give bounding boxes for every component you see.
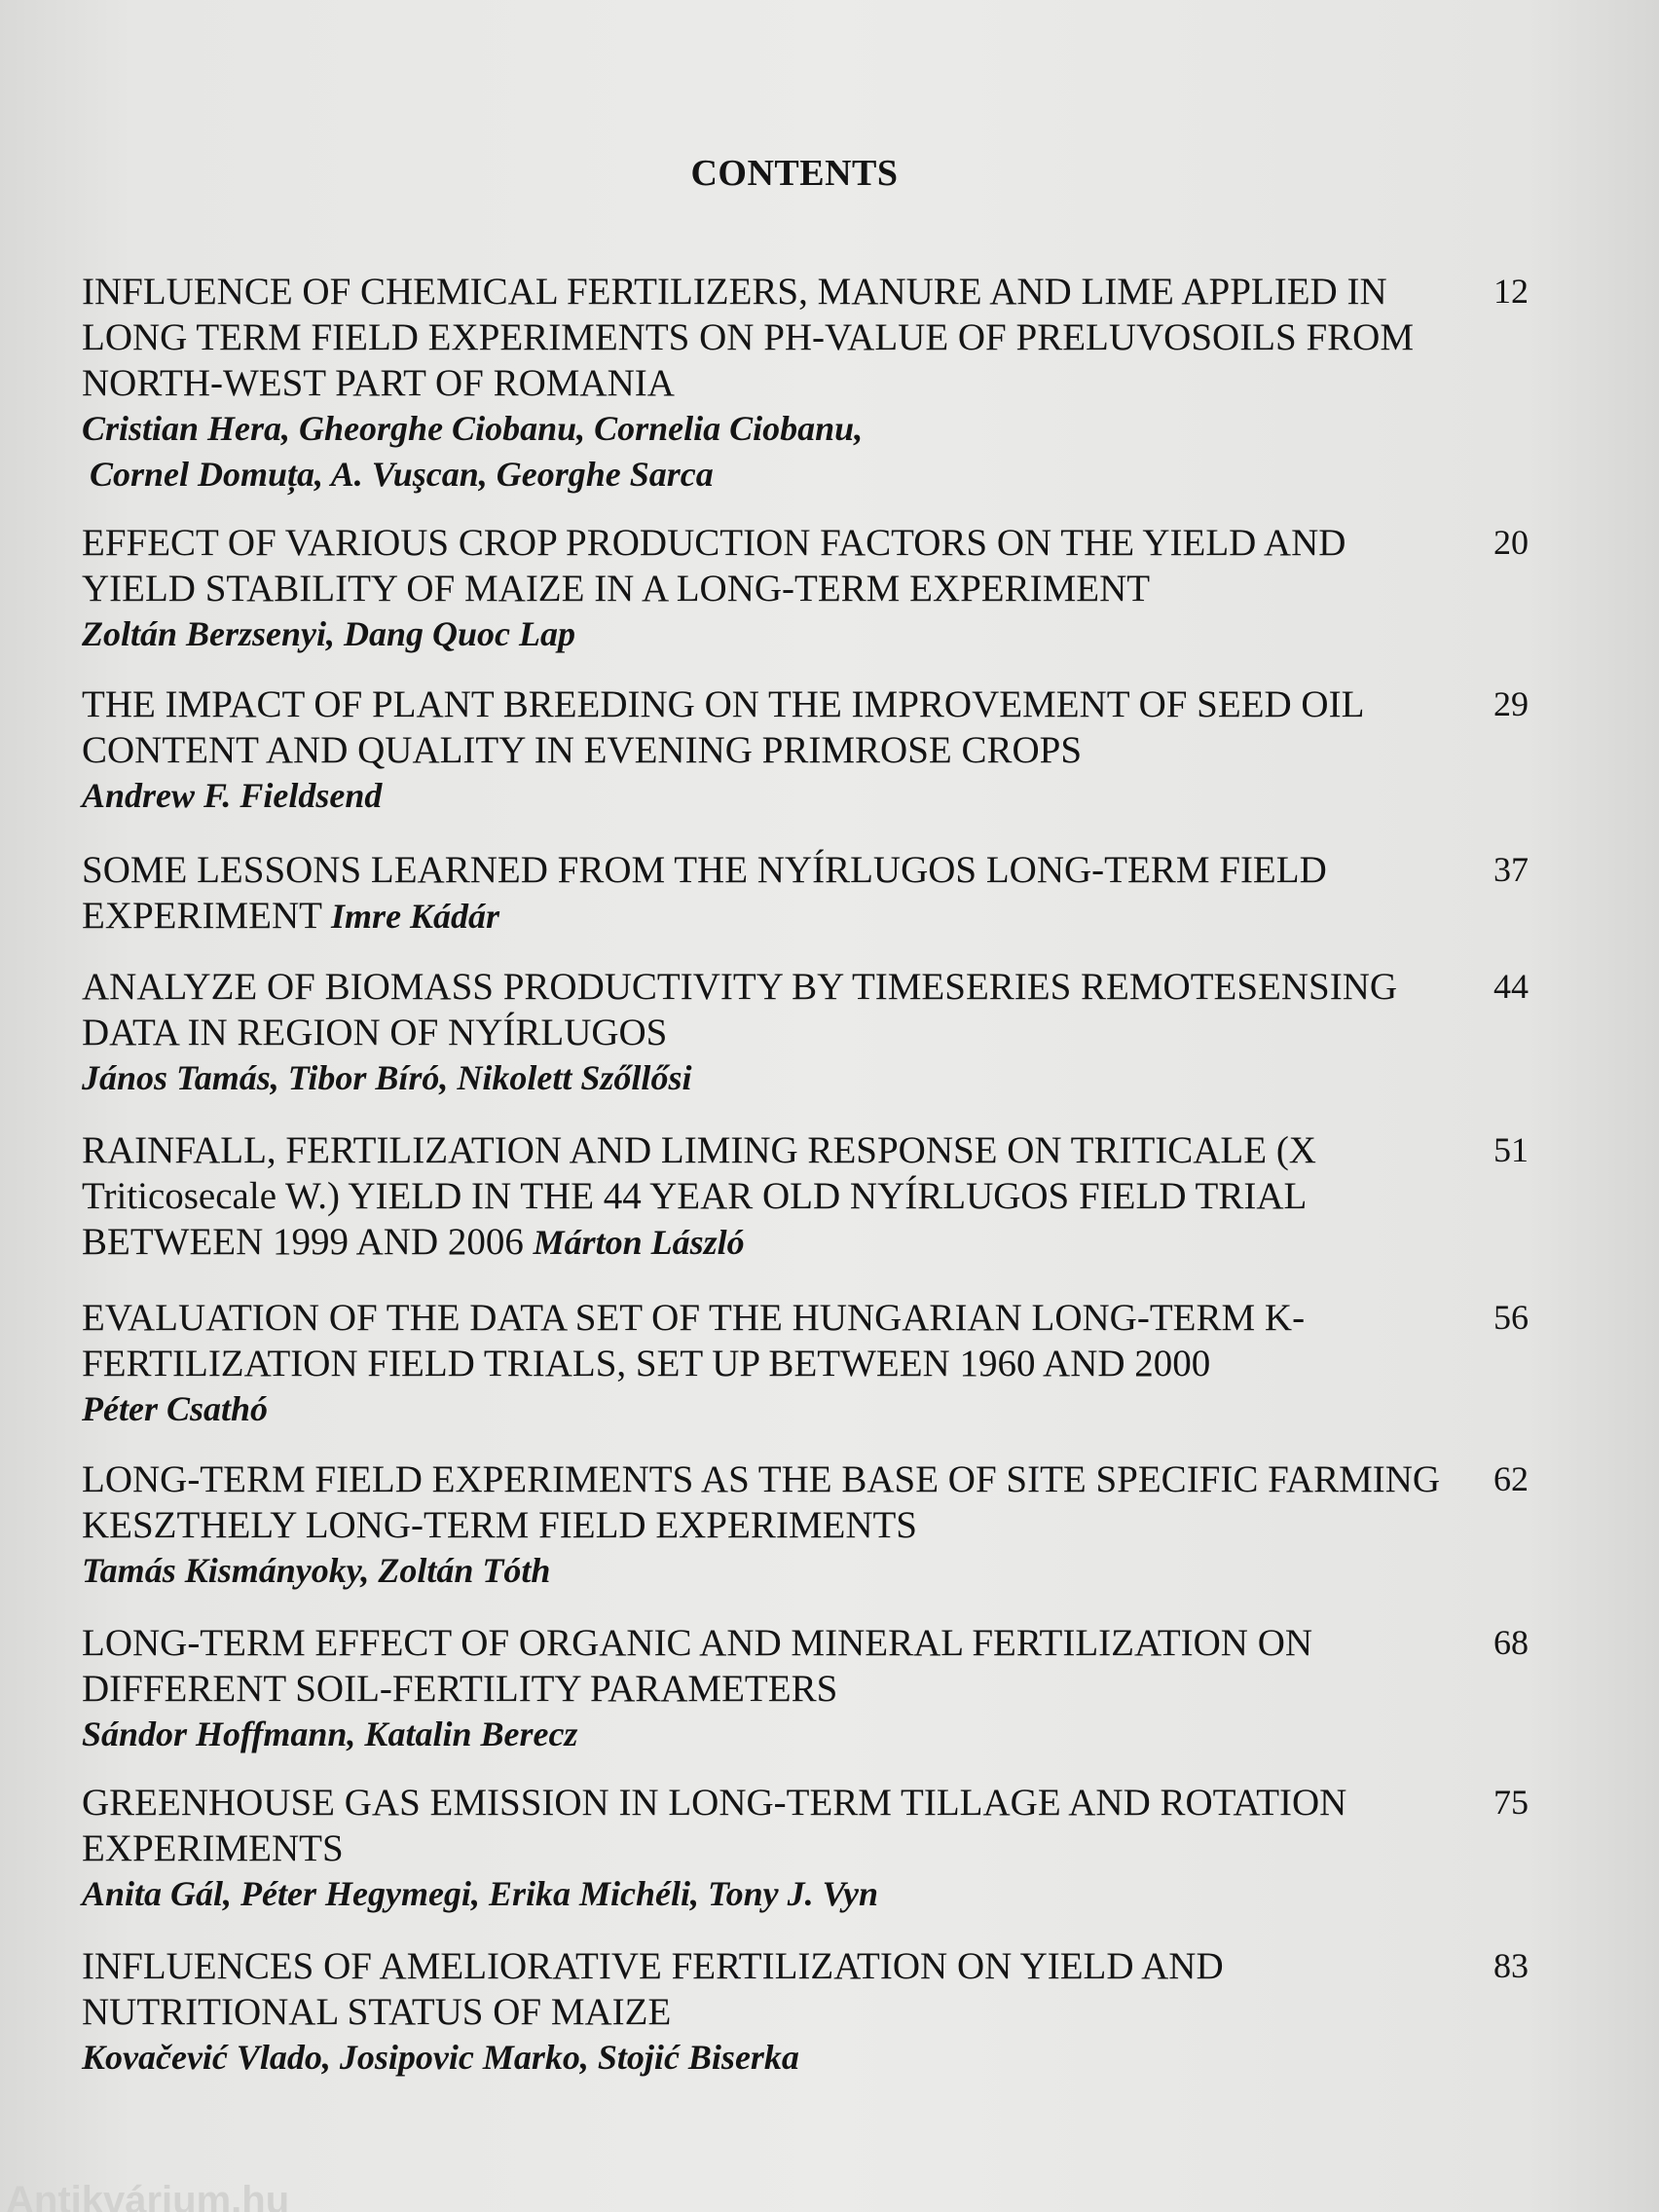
toc-entry	[82, 1295, 1529, 1432]
entry-title	[82, 1127, 1523, 1266]
toc-entry	[82, 682, 1529, 819]
toc-entry	[82, 847, 1529, 940]
entry-title: GREENHOUSE GAS EMISSION IN LONG-TERM TILLAGE AND ROTATION EXPERIMENTS	[82, 1782, 1347, 1869]
entry-title: ANALYZE OF BIOMASS PRODUCTIVITY BY TIMESERIES REMOTESENSING DATA IN REGION OF NYÍRLUGOS	[82, 966, 1398, 1053]
entry-title-text: SOME LESSONS LEARNED FROM THE NYÍRLUGOS LONG-TERM FIELD EXPERIMENT	[82, 849, 1327, 937]
entry-title	[82, 847, 1523, 940]
entry-authors: Anita Gál, Péter Hegymegi, Erika Michéli, Tony J. Vyn	[82, 1874, 878, 1913]
entry-authors: Sándor Hoffmann, Katalin Berecz	[82, 1714, 578, 1753]
entry-authors-continued: Cornel Domuța, A. Vuşcan, Georghe Sarca	[90, 455, 714, 494]
entry-authors: János Tamás, Tibor Bíró, Nikolett Szőllősi	[82, 1058, 692, 1097]
entry-page-number: 44	[1493, 967, 1529, 1006]
entry-title: EVALUATION OF THE DATA SET OF THE HUNGARIAN LONG-TERM K-FERTILIZATION FIELD TRIALS, SET UP BETWEEN 1960 AND 2000	[82, 1297, 1306, 1384]
entry-page-number: 12	[1493, 272, 1529, 311]
entry-title: THE IMPACT OF PLANT BREEDING ON THE IMPROVEMENT OF SEED OIL CONTENT AND QUALITY IN EVENING PRIMROSE CROPS	[82, 683, 1363, 771]
entry-authors: Imre Kádár	[331, 897, 500, 936]
toc-entry	[82, 1620, 1529, 1757]
entry-page-number: 62	[1493, 1459, 1529, 1498]
entry-page-number: 51	[1493, 1130, 1529, 1169]
toc-entry	[82, 1127, 1529, 1266]
entry-authors: Andrew F. Fieldsend	[82, 776, 383, 815]
toc-entry	[82, 269, 1529, 498]
entry-page-number: 83	[1493, 1946, 1529, 1985]
entry-title: EFFECT OF VARIOUS CROP PRODUCTION FACTORS ON THE YIELD AND YIELD STABILITY OF MAIZE IN A LONG-TERM EXPERIMENT	[82, 522, 1346, 609]
entry-title: INFLUENCES OF AMELIORATIVE FERTILIZATION ON YIELD AND NUTRITIONAL STATUS OF MAIZE	[82, 1945, 1224, 2033]
entry-authors: Tamás Kismányoky, Zoltán Tóth	[82, 1551, 551, 1590]
entry-title-text: RAINFALL, FERTILIZATION AND LIMING RESPONSE ON TRITICALE (X Triticosecale W.) YIELD IN THE 44 YEAR OLD NYÍRLUGOS FIELD TRIAL BETWEEN 1999 AND 2006	[82, 1129, 1316, 1263]
toc-entry	[82, 1780, 1529, 1917]
page-title: CONTENTS	[690, 153, 899, 194]
entry-page-number: 37	[1493, 850, 1529, 889]
entry-authors: Péter Csathó	[82, 1389, 269, 1428]
toc-entry	[82, 1943, 1529, 2081]
entry-page-number: 56	[1493, 1298, 1529, 1337]
entry-page-number: 29	[1493, 684, 1529, 723]
entry-authors: Kovačević Vlado, Josipovic Marko, Stojić Biserka	[82, 2038, 799, 2077]
entry-page-number: 75	[1493, 1783, 1529, 1822]
entry-authors: Zoltán Berzsenyi, Dang Quoc Lap	[82, 614, 576, 653]
entry-authors: Márton László	[533, 1223, 745, 1262]
entry-title: LONG-TERM EFFECT OF ORGANIC AND MINERAL FERTILIZATION ON DIFFERENT SOIL-FERTILITY PARAMETERS	[82, 1622, 1313, 1710]
toc-entry	[82, 1456, 1529, 1594]
toc-entry	[82, 964, 1529, 1101]
entry-page-number: 20	[1493, 523, 1529, 562]
watermark: Antikvárium.hu	[6, 2179, 290, 2212]
toc-entry	[82, 520, 1529, 657]
entry-title: INFLUENCE OF CHEMICAL FERTILIZERS, MANURE AND LIME APPLIED IN LONG TERM FIELD EXPERIMENTS ON PH-VALUE OF PRELUVOSOILS FROM NORTH-WEST PART OF ROMANIA	[82, 271, 1414, 404]
entry-page-number: 68	[1493, 1623, 1529, 1662]
entry-title: LONG-TERM FIELD EXPERIMENTS AS THE BASE OF SITE SPECIFIC FARMING KESZTHELY LONG-TERM FIELD EXPERIMENTS	[82, 1458, 1441, 1546]
entry-authors: Cristian Hera, Gheorghe Ciobanu, Cornelia Ciobanu,	[82, 409, 864, 448]
